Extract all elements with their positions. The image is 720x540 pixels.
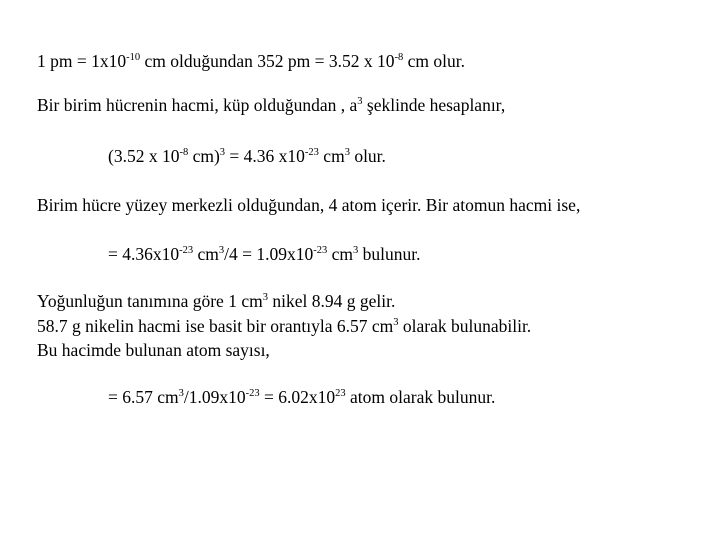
line-unit-cell-volume-intro bbox=[37, 94, 505, 120]
superscript: 3 bbox=[218, 245, 225, 256]
text-run: cm bbox=[327, 244, 354, 264]
superscript: 3 bbox=[344, 147, 350, 158]
text-run: 1 pm = 1x10 bbox=[37, 51, 127, 71]
text-run: şeklinde hesaplanır, bbox=[362, 95, 506, 115]
superscript: 3 bbox=[178, 388, 184, 399]
line-avogadro-result bbox=[108, 386, 495, 412]
superscript: 3 bbox=[262, 292, 268, 303]
superscript: -23 bbox=[313, 245, 328, 256]
text-run: = 6.57 cm bbox=[108, 387, 179, 407]
superscript: -23 bbox=[179, 245, 194, 256]
line-pm-conversion bbox=[37, 50, 465, 76]
line-fcc-atom-count bbox=[37, 194, 580, 216]
text-run: cm bbox=[193, 244, 219, 264]
text-run: Yoğunluğun tanımına göre 1 cm bbox=[37, 291, 263, 311]
text-run: bulunur. bbox=[358, 244, 421, 264]
superscript: 3 bbox=[219, 147, 226, 158]
text-run: cm) bbox=[188, 146, 220, 166]
text-run: cm olur. bbox=[403, 51, 465, 71]
text-run: cm bbox=[318, 146, 345, 166]
superscript: -10 bbox=[126, 52, 141, 63]
text-run: atom olarak bulunur. bbox=[345, 387, 496, 407]
text-run: = 4.36 x10 bbox=[225, 146, 305, 166]
superscript: 23 bbox=[335, 388, 346, 399]
line-atom-volume-calculation bbox=[108, 243, 421, 269]
text-run: /1.09x10 bbox=[183, 387, 246, 407]
text-run: (3.52 x 10 bbox=[108, 146, 180, 166]
text-run: cm olduğundan 352 pm = 3.52 x 10 bbox=[140, 51, 395, 71]
text-run: olur. bbox=[349, 146, 386, 166]
superscript: 3 bbox=[393, 317, 399, 328]
text-run: nikel 8.94 g gelir. bbox=[267, 291, 396, 311]
text-run: Birim hücre yüzey merkezli olduğundan, 4 atom içerir. Bir atomun hacmi ise, bbox=[37, 195, 581, 215]
superscript: -23 bbox=[304, 147, 319, 158]
superscript: -23 bbox=[245, 388, 260, 399]
text-run: /4 = 1.09x10 bbox=[224, 244, 314, 264]
line-atom-count-intro bbox=[37, 339, 270, 361]
line-density-definition bbox=[37, 290, 395, 316]
superscript: 3 bbox=[357, 96, 363, 107]
text-run: Bir birim hücrenin hacmi, küp olduğundan , a bbox=[37, 95, 358, 115]
text-run: olarak bulunabilir. bbox=[398, 316, 532, 336]
text-run: = 6.02x10 bbox=[259, 387, 336, 407]
superscript: -8 bbox=[394, 52, 404, 63]
text-run: Bu hacimde bulunan atom sayısı, bbox=[37, 340, 270, 360]
text-run: = 4.36x10 bbox=[108, 244, 180, 264]
superscript: 3 bbox=[353, 245, 359, 256]
line-volume-calculation bbox=[108, 145, 386, 171]
text-run: 58.7 g nikelin hacmi ise basit bir orantıyla 6.57 cm bbox=[37, 316, 394, 336]
superscript: -8 bbox=[179, 147, 189, 158]
line-nickel-volume bbox=[37, 315, 531, 341]
